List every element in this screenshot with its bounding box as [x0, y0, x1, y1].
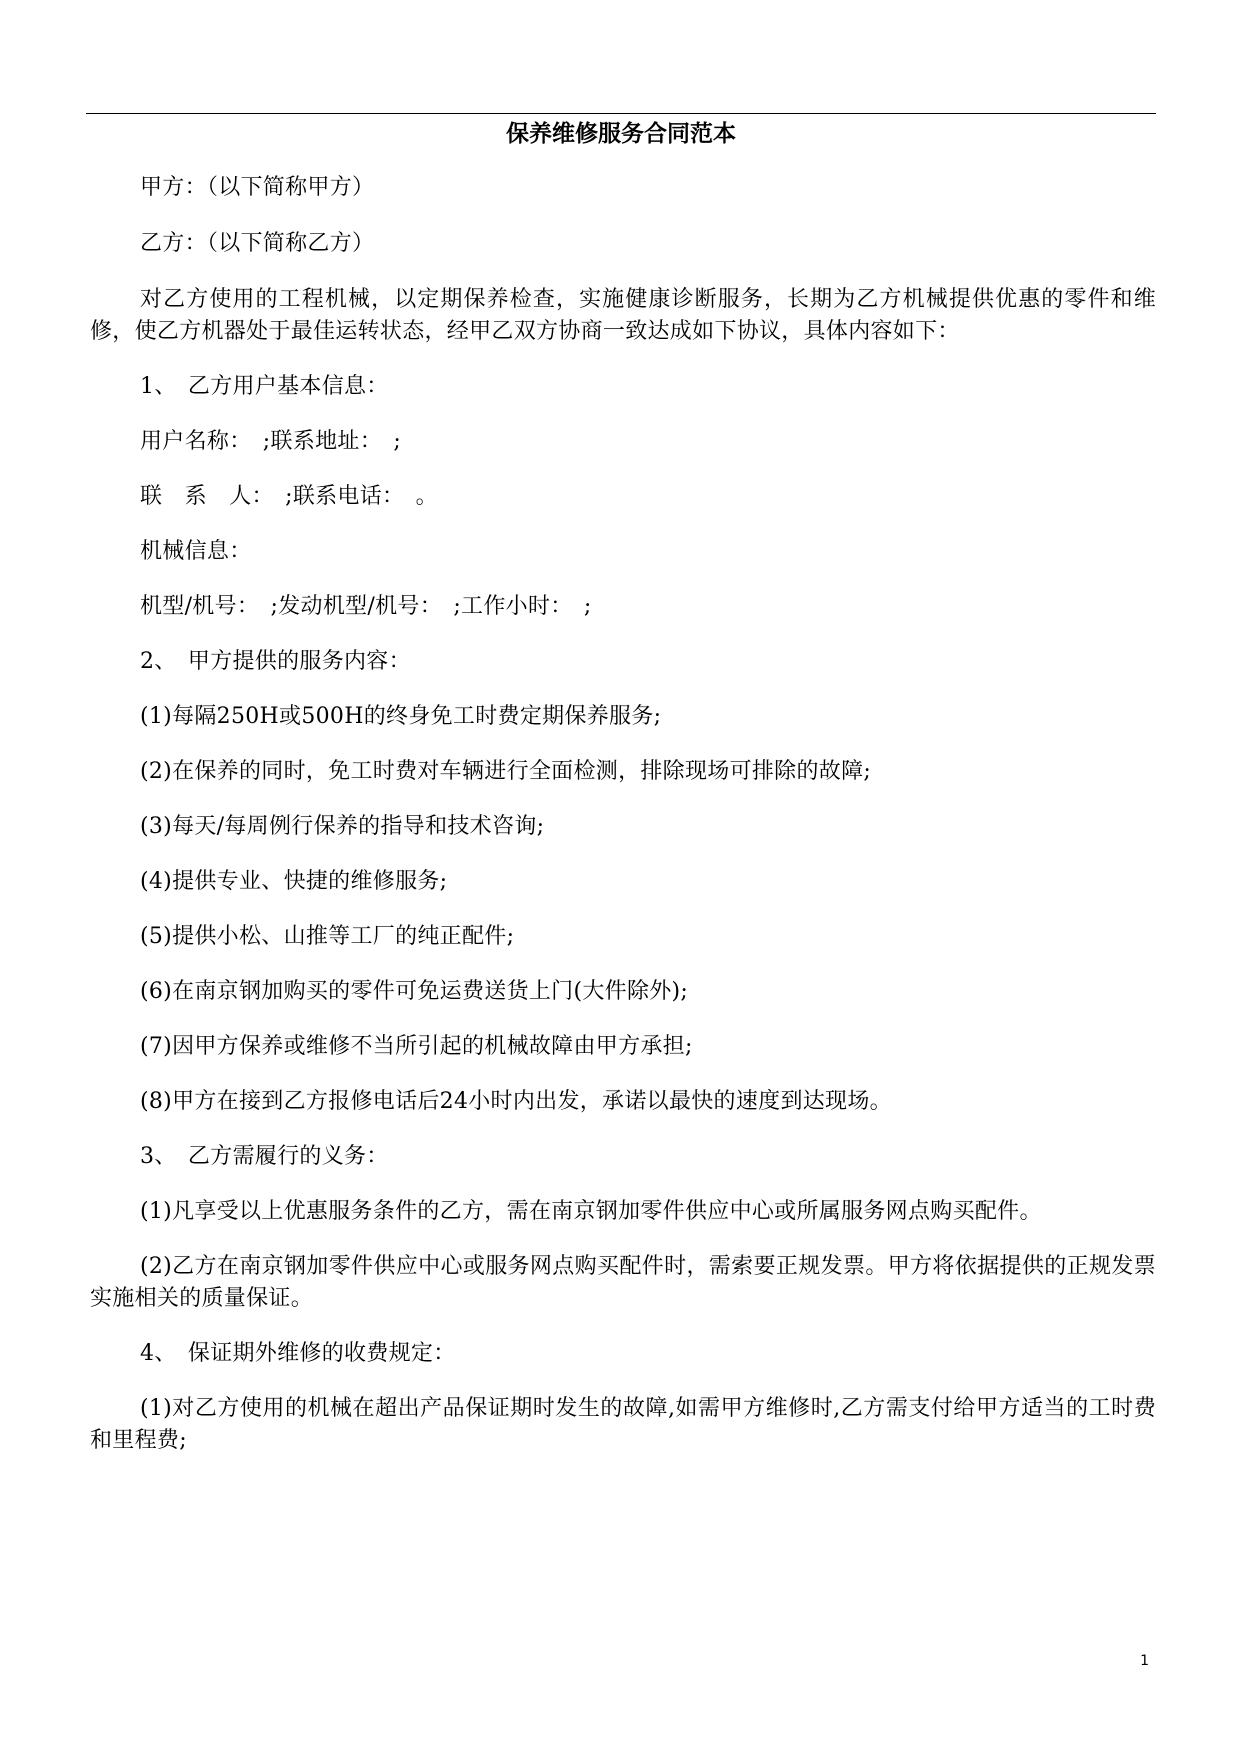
- list-item: (2)在保养的同时，免工时费对车辆进行全面检测，排除现场可排除的故障;: [140, 759, 872, 784]
- list-item: (4)提供专业、快捷的维修服务;: [140, 869, 448, 894]
- header-rule: [86, 113, 1156, 114]
- section-heading-3: 3、 乙方需履行的义务：: [140, 1144, 389, 1169]
- list-item: (2)乙方在南京钢加零件供应中心或服务网点购买配件时，需索要正规发票。甲方将依据提供的正规发票实施相关的质量保证。: [90, 1254, 1156, 1311]
- paragraph-user-name: 用户名称： ;联系地址： ;: [140, 429, 402, 454]
- section-heading-2: 2、 甲方提供的服务内容：: [140, 649, 411, 674]
- paragraph-machine-model: 机型/机号： ;发动机型/机号： ;工作小时： ;: [140, 594, 592, 619]
- paragraph-party-b: 乙方：（以下简称乙方）: [140, 231, 375, 256]
- paragraph-machine-info: 机械信息：: [140, 539, 252, 564]
- page-number: 1: [1140, 1653, 1149, 1669]
- list-item: (6)在南京钢加购买的零件可免运费送货上门(大件除外);: [140, 979, 689, 1004]
- list-item: (8)甲方在接到乙方报修电话后24小时内出发，承诺以最快的速度到达现场。: [140, 1089, 892, 1114]
- list-item: (1)对乙方使用的机械在超出产品保证期时发生的故障,如需甲方维修时,乙方需支付给甲方适当的工时费和里程费;: [90, 1396, 1156, 1453]
- paragraph-intro: 对乙方使用的工程机械，以定期保养检查，实施健康诊断服务，长期为乙方机械提供优惠的零件和维修，使乙方机器处于最佳运转状态，经甲乙双方协商一致达成如下协议，具体内容如下：: [90, 287, 1156, 344]
- list-item: (7)因甲方保养或维修不当所引起的机械故障由甲方承担;: [140, 1034, 693, 1059]
- list-item: (5)提供小松、山推等工厂的纯正配件;: [140, 924, 515, 949]
- paragraph-contact: 联 系 人： ;联系电话： 。: [140, 484, 438, 509]
- list-item: (3)每天/每周例行保养的指导和技术咨询;: [140, 814, 545, 839]
- document-body: [90, 172, 1156, 1457]
- list-item: (1)凡享受以上优惠服务条件的乙方，需在南京钢加零件供应中心或所属服务网点购买配件。: [140, 1199, 1042, 1224]
- section-heading-1: 1、 乙方用户基本信息：: [140, 374, 389, 399]
- document-title: 保养维修服务合同范本: [506, 121, 736, 147]
- paragraph-party-a: 甲方：（以下简称甲方）: [140, 175, 375, 200]
- list-item: (1)每隔250H或500H的终身免工时费定期保养服务;: [140, 704, 662, 729]
- section-heading-4: 4、 保证期外维修的收费规定：: [140, 1341, 456, 1366]
